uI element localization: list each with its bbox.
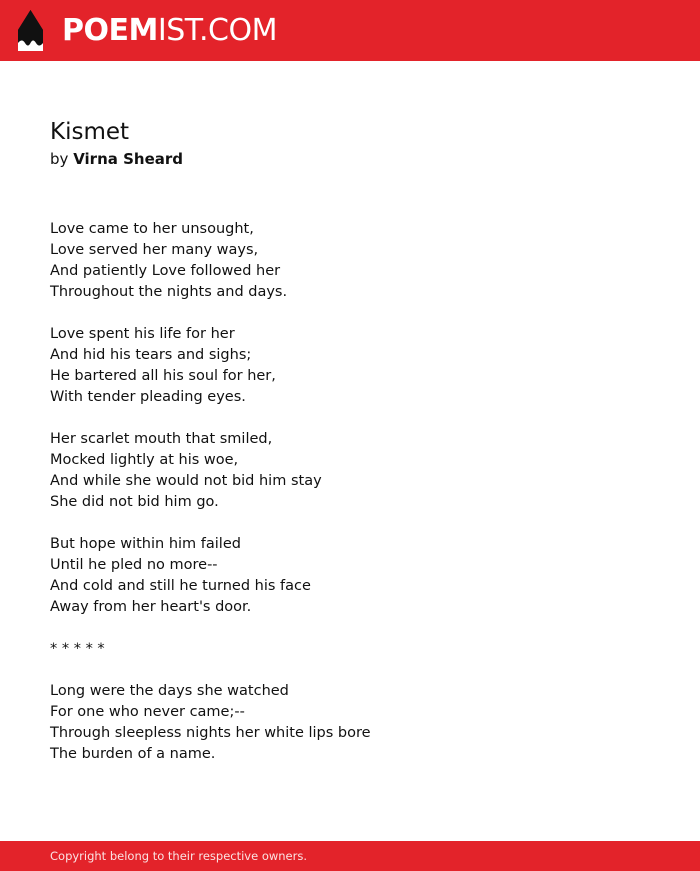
stanza-2 bbox=[50, 324, 650, 408]
logo-light-part: IST.COM bbox=[157, 13, 277, 48]
pencil-icon[interactable] bbox=[18, 10, 43, 51]
section-break-asterisks: * * * * * bbox=[50, 641, 105, 657]
poem-line: And hid his tears and sighs; bbox=[50, 347, 252, 363]
poem-line: Love spent his life for her bbox=[50, 326, 235, 342]
poem-line: Until he pled no more-- bbox=[50, 557, 218, 573]
logo-bold-part: POEM bbox=[62, 13, 158, 48]
section-break bbox=[50, 639, 650, 660]
poem-line: Throughout the nights and days. bbox=[50, 284, 288, 300]
poem-body bbox=[50, 219, 650, 786]
poem-line: With tender pleading eyes. bbox=[50, 389, 246, 405]
poem-line: For one who never came;-- bbox=[50, 704, 245, 720]
poem-line: Love served her many ways, bbox=[50, 242, 259, 258]
poem-line: And patiently Love followed her bbox=[50, 263, 281, 279]
stanza-5 bbox=[50, 681, 650, 765]
poem-line: She did not bid him go. bbox=[50, 494, 219, 510]
poem-line: Through sleepless nights her white lips bore bbox=[50, 725, 371, 741]
stanza-1 bbox=[50, 219, 650, 303]
byline bbox=[50, 148, 183, 170]
stanza-4 bbox=[50, 534, 650, 618]
poem-line: He bartered all his soul for her, bbox=[50, 368, 276, 384]
site-logo[interactable] bbox=[62, 11, 277, 51]
by-label: by bbox=[50, 150, 69, 168]
poem-line: Love came to her unsought, bbox=[50, 221, 254, 237]
poem-line: Away from her heart's door. bbox=[50, 599, 252, 615]
poem-line: The burden of a name. bbox=[50, 746, 216, 762]
poem-line: And cold and still he turned his face bbox=[50, 578, 311, 594]
poem-line: Her scarlet mouth that smiled, bbox=[50, 431, 273, 447]
poem-line: And while she would not bid him stay bbox=[50, 473, 322, 489]
poem-line: Mocked lightly at his woe, bbox=[50, 452, 239, 468]
site-header bbox=[0, 0, 700, 61]
site-footer bbox=[0, 841, 700, 871]
copyright-notice: Copyright belong to their respective owners. bbox=[50, 849, 308, 863]
poem-line: Long were the days she watched bbox=[50, 683, 289, 699]
poem-title: Kismet bbox=[50, 119, 130, 145]
author-name: Virna Sheard bbox=[73, 150, 184, 168]
stanza-3 bbox=[50, 429, 650, 513]
poem-line: But hope within him failed bbox=[50, 536, 241, 552]
